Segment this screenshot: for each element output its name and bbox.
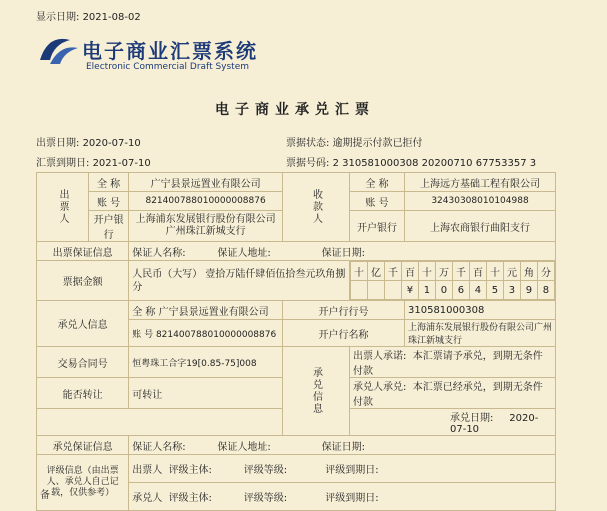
payee-bank: 上海农商银行曲阳支行: [405, 211, 556, 242]
logo-subtitle: Electronic Commercial Draft System: [86, 62, 250, 72]
rating-label: 评级信息（由出票人、承兑人自己记载，仅供参考）: [37, 455, 129, 511]
logo-text: 电子商业汇票系统: [82, 39, 258, 63]
amount-unit: 千: [452, 262, 469, 281]
amount-unit: 元: [503, 262, 520, 281]
amount-unit: 千: [384, 262, 401, 281]
amount-digit: [367, 281, 384, 300]
drawer-promise: 出票人承诺: 本汇票请予承兑，到期无条件付款: [349, 347, 555, 378]
bill-number: 票据号码: 2 310581000308 20200710 67753357 3: [286, 158, 537, 169]
amount-digits: [349, 261, 555, 301]
issue-date: 出票日期: 2020-07-10: [36, 138, 141, 149]
drawer-bank: 上海浦东发展银行股份有限公司广州珠江新城支行: [129, 211, 283, 242]
amount-digit: [384, 281, 401, 300]
amount-in-words: 人民币（大写） 壹拾万陆仟肆佰伍拾叁元玖角捌分: [129, 261, 350, 301]
payee-account: 32430308010104988: [405, 192, 556, 211]
amount-digit: 8: [537, 281, 554, 300]
acceptor-bank-no: 310581000308: [405, 301, 556, 320]
draft-table: 出票人 全 称 广宁县景远置业有限公司 收款人 全 称 上海远方基础工程有限公司 账 号 821400788010000008876 账 号 32430308010104988 开户银行 上海浦东发展银行股份有限公司广州珠江新城支行 开户银行 上海农商银行曲阳支行 出票保证信息 保证人名称: 保证人地址: 保证日期: 票据金额 人民币（大写） 壹拾万陆仟肆佰伍拾叁元玖角捌分 十 亿 千 百 十 万 千 百 十 元 角 分 ¥ 1 0 6 4 5 3 9 8 承兑人信息 全 称 广宁县景远置业有限公司 开户行行号 310581000308 账 号 821400788010000008876 开户行名称 上海浦东发展银行股份有限公司广州珠江新城支行 交易合同号 恒粤珠工合字19[0.85-75]008 承兑信息 出票人承诺: 本汇票请予承兑，到期无条件付款 能否转让 可转让 承兑人承兑: 本汇票已经承兑，到期无条件付款 承兑日期: 2020-07-10 承兑保证信息 保证人名称: 保证人地址: 保证日期: 评级信息（由出票人、承兑人自己记载，仅供参考） 出票人 评级主体: 评级等级: 评级到期日: 承兑人 评级主体: 评级等级: 评级到期日:: [36, 172, 556, 511]
amount-digit: 1: [418, 281, 435, 300]
drawer-account: 821400788010000008876: [129, 192, 283, 211]
contract-number: 恒粤珠工合字19[0.85-75]008: [129, 347, 283, 378]
amount-digit: 6: [452, 281, 469, 300]
logo: [36, 30, 80, 74]
amount-digit: 4: [469, 281, 486, 300]
display-date: 显示日期: 2021-08-02: [36, 12, 141, 23]
acceptor-account: 账 号 821400788010000008876: [129, 320, 283, 347]
payee-side-label: 收款人: [282, 173, 349, 242]
amount-unit: 百: [401, 262, 418, 281]
accept-date: 承兑日期: 2020-07-10: [349, 409, 555, 436]
acceptance-side-label: 承兑信息: [282, 347, 349, 436]
amount-digit: [350, 281, 367, 300]
rating-drawer: 出票人 评级主体: 评级等级: 评级到期日:: [129, 455, 556, 483]
acceptor-bank-name: 上海浦东发展银行股份有限公司广州珠江新城支行: [405, 320, 556, 347]
transferable: 可转让: [129, 378, 283, 409]
amount-unit: 万: [435, 262, 452, 281]
payee-name: 上海远方基础工程有限公司: [405, 173, 556, 192]
footer-partial-text: 备: [40, 490, 50, 501]
amount-unit: 亿: [367, 262, 384, 281]
amount-unit: 百: [469, 262, 486, 281]
amount-unit: 分: [537, 262, 554, 281]
acceptance-guarantee: 保证人名称: 保证人地址: 保证日期:: [129, 436, 556, 455]
amount-unit: 十: [350, 262, 367, 281]
amount-unit: 十: [418, 262, 435, 281]
acceptor-name: 全 称 广宁县景远置业有限公司: [129, 301, 283, 320]
due-date: 汇票到期日: 2021-07-10: [36, 158, 151, 169]
logo-emblem-icon: [36, 30, 80, 70]
amount-digit: 5: [486, 281, 503, 300]
amount-digit: ¥: [401, 281, 418, 300]
drawer-name: 广宁县景远置业有限公司: [129, 173, 283, 192]
amount-unit: 十: [486, 262, 503, 281]
page-title: 电子商业承兑汇票: [215, 102, 375, 118]
drawer-side-label: 出票人: [37, 173, 89, 242]
amount-digit: 9: [520, 281, 537, 300]
acceptor-promise: 承兑人承兑: 本汇票已经承兑，到期无条件付款: [349, 378, 555, 409]
amount-digit: 3: [503, 281, 520, 300]
bill-status: 票据状态: 逾期提示付款已拒付: [286, 138, 423, 149]
rating-acceptor: 承兑人 评级主体: 评级等级: 评级到期日:: [129, 483, 556, 511]
amount-digit: 0: [435, 281, 452, 300]
amount-unit: 角: [520, 262, 537, 281]
drawer-guarantee: 保证人名称: 保证人地址: 保证日期:: [129, 242, 556, 261]
